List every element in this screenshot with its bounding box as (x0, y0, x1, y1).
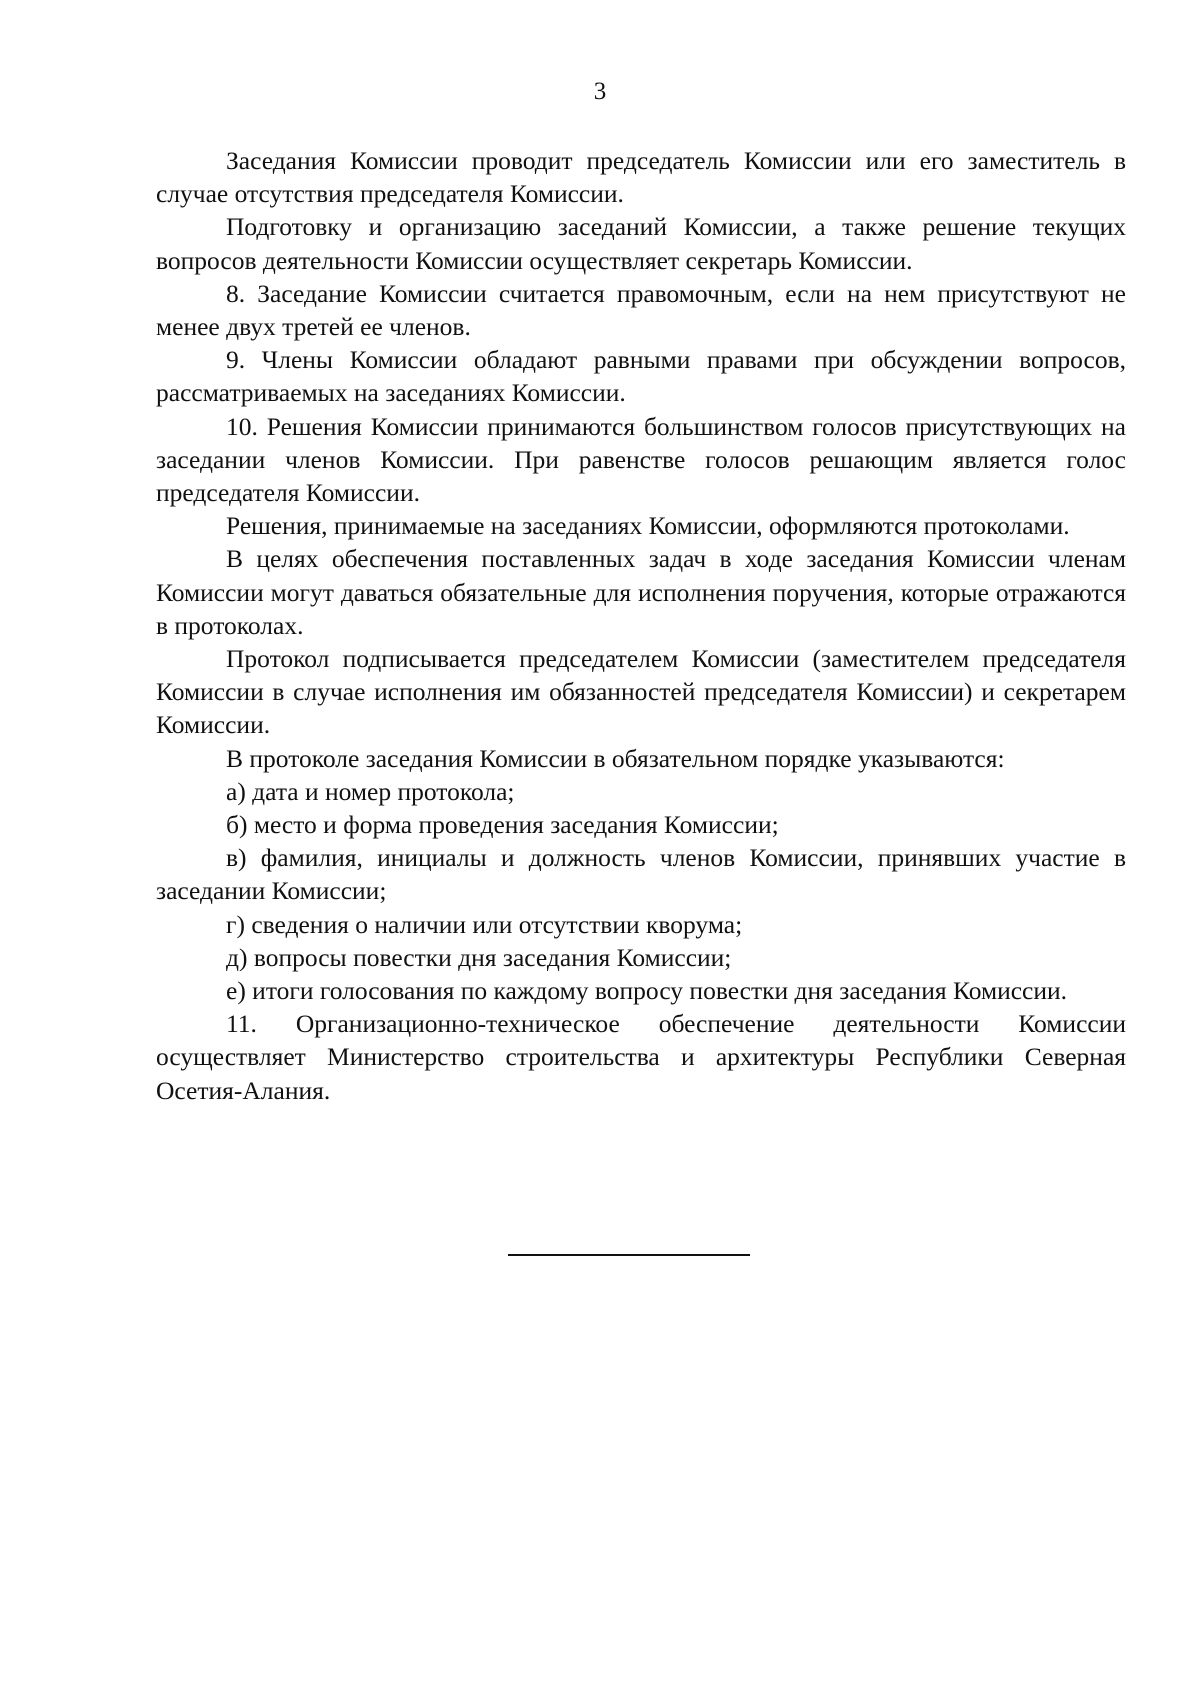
list-item-g: г) сведения о наличии или отсутствии кворума; (226, 909, 743, 939)
document-body (156, 144, 1126, 1107)
paragraph-item-8: 8. Заседание Комиссии считается правомочным, если на нем присутствуют не менее двух третей ее членов. (156, 278, 1126, 342)
list-item-b: б) место и форма проведения заседания Комиссии; (226, 810, 779, 840)
list-item-d: д) вопросы повестки дня заседания Комиссии; (226, 942, 732, 972)
paragraph: Заседания Комиссии проводит председатель Комиссии или его заместитель в случае отсутствия председателя Комиссии. (156, 146, 1126, 209)
closing-divider-line (508, 1254, 750, 1256)
paragraph: В целях обеспечения поставленных задач в ходе заседания Комиссии членам Комиссии могут даваться обязательные для исполнения поручения, которые отражаются в протоколах. (156, 544, 1126, 640)
paragraph: Решения, принимаемые на заседаниях Комиссии, оформляются протоколами. (226, 511, 1070, 541)
paragraph-item-11: 11. Организационно-техническое обеспечение деятельности Комиссии осуществляет Министерство строительства и архитектуры Республики Северная Осетия-Алания. (156, 1009, 1126, 1105)
paragraph: Подготовку и организацию заседаний Комиссии, а также решение текущих вопросов деятельности Комиссии осуществляет секретарь Комиссии. (156, 212, 1126, 275)
list-item-a: а) дата и номер протокола; (226, 776, 515, 806)
paragraph: В протоколе заседания Комиссии в обязательном порядке указываются: (226, 743, 1005, 773)
list-item-v: в) фамилия, инициалы и должность членов Комиссии, принявших участие в заседании Комиссии; (156, 843, 1126, 906)
page-number: 3 (593, 78, 607, 105)
paragraph-item-9: 9. Члены Комиссии обладают равными правами при обсуждении вопросов, рассматриваемых на заседаниях Комиссии. (156, 345, 1126, 408)
list-item-e: е) итоги голосования по каждому вопросу повестки дня заседания Комиссии. (226, 976, 1068, 1006)
paragraph: Протокол подписывается председателем Комиссии (заместителем председателя Комиссии в случае исполнения им обязанностей председателя Комиссии) и секретарем Комиссии. (156, 644, 1126, 740)
paragraph-item-10: 10. Решения Комиссии принимаются большинством голосов присутствующих на заседании членов Комиссии. При равенстве голосов решающим является голос председателя Комиссии. (156, 411, 1126, 508)
